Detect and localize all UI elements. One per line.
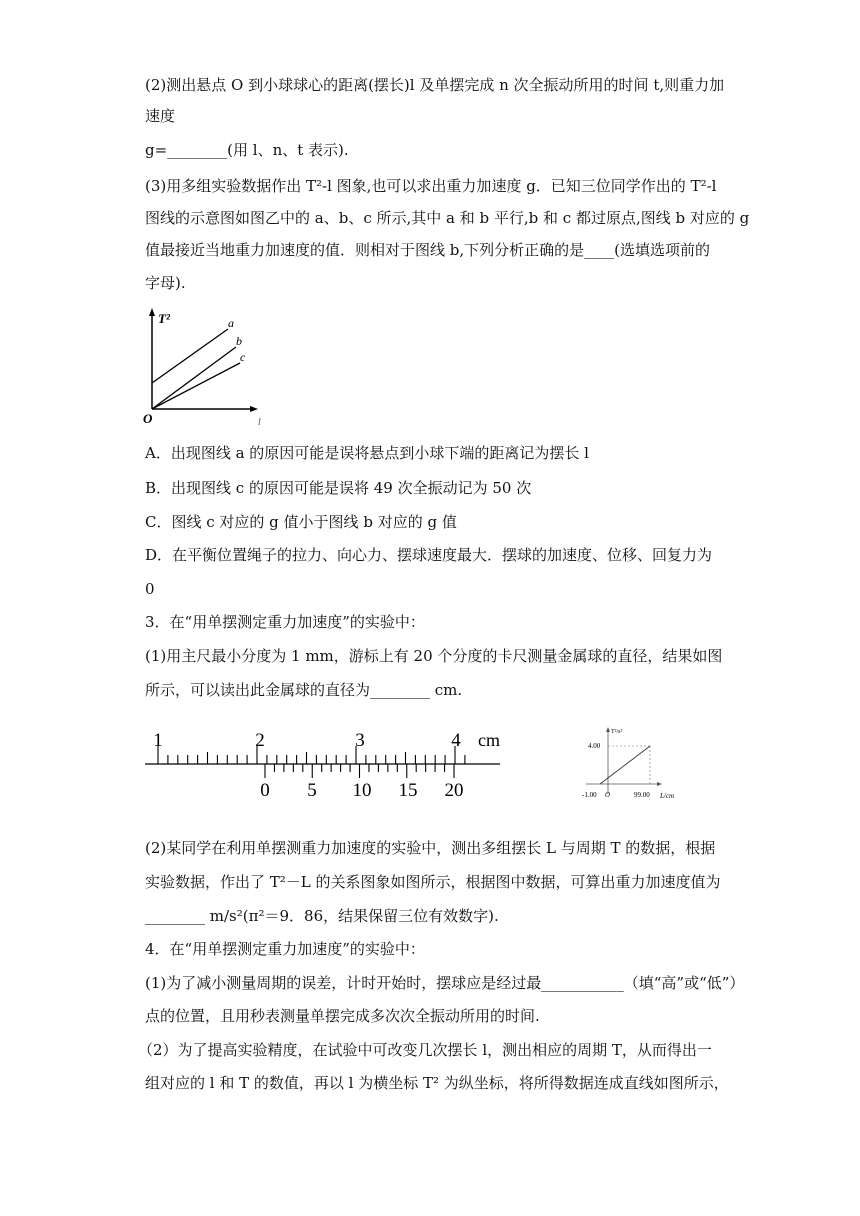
text-line-5: 图线的示意图如图乙中的 a、b、c 所示,其中 a 和 b 平行,b 和 c 都过原点,图线 b 对应的 g: [145, 209, 750, 227]
text-line-q3-3: (2)某同学在利用单摆测重力加速度的实验中，测出多组摆长 L 与周期 T 的数据，根据: [145, 839, 716, 857]
option-a: A．出现图线 a 的原因可能是误将悬点到小球下端的距离记为摆长 l: [145, 444, 589, 462]
question-4-title: 4．在“用单摆测定重力加速度”的实验中：: [145, 940, 425, 958]
text-line-q4-4: 组对应的 l 和 T 的数值，再以 l 为横坐标 T² 为纵坐标，将所得数据连成直线如图所示，: [145, 1074, 729, 1092]
t2-L-graph: [578, 724, 688, 804]
origin-label: O: [143, 411, 153, 426]
data-line: [600, 746, 650, 784]
text-line-q4-1: (1)为了减小测量周期的误差，计时开始时，摆球应是经过最___________（填“高”或“低”）: [145, 974, 745, 992]
y-axis-label-2: T²/s²: [611, 729, 623, 735]
text-line-q3-4: 实验数据，作出了 T²－L 的关系图象如图所示，根据图中数据，可算出重力加速度值为: [145, 873, 721, 891]
main-label-3: 3: [355, 730, 365, 751]
vernier-label-15: 15: [398, 780, 418, 801]
line-c: [152, 363, 240, 409]
question-3-title: 3．在“用单摆测定重力加速度”的实验中：: [145, 613, 425, 631]
text-line-1: (2)测出悬点 O 到小球球心的距离(摆长)l 及单摆完成 n 次全振动所用的时间 t,则重力加: [145, 76, 725, 94]
main-label-2: 2: [255, 730, 265, 751]
text-line-2: 速度: [145, 107, 176, 125]
y-value-label: 4.00: [588, 742, 601, 750]
option-b: B．出现图线 c 的原因可能是误将 49 次全振动记为 50 次: [145, 479, 532, 497]
series-label-a: a: [228, 316, 234, 330]
t2-l-graph: [140, 305, 270, 430]
main-label-1: 1: [153, 730, 163, 751]
text-line-q3-1: (1)用主尺最小分度为 1 mm，游标上有 20 个分度的卡尺测量金属球的直径，结果如图: [145, 647, 723, 665]
vernier-label-20: 20: [444, 780, 464, 801]
vernier-label-10: 10: [352, 780, 372, 801]
line-b: [152, 347, 236, 409]
main-label-4: 4: [451, 730, 461, 751]
text-line-4: (3)用多组实验数据作出 T²-l 图象,也可以求出重力加速度 g．已知三位同学作出的 T²-l: [145, 177, 717, 195]
text-line-3: g=________(用 l、n、t 表示).: [145, 141, 349, 159]
vernier-caliper: [140, 722, 510, 807]
text-line-q3-2: 所示，可以读出此金属球的直径为________ cm.: [145, 681, 463, 699]
x-axis-label-2: L/cm: [660, 792, 674, 800]
option-d-cont: 0: [145, 580, 155, 598]
x-right-label: 99.00: [634, 791, 650, 799]
y-axis-label: T²: [158, 311, 170, 326]
text-line-7: 字母).: [145, 274, 186, 292]
text-line-q4-2: 点的位置，且用秒表测量单摆完成多次次全振动所用的时间.: [145, 1007, 540, 1025]
text-line-6: 值最接近当地重力加速度的值．则相对于图线 b,下列分析正确的是____(选填选项前的: [145, 241, 710, 259]
series-label-c: c: [240, 350, 246, 364]
text-line-q3-5: ________ m/s²(π²＝9．86，结果保留三位有效数字).: [145, 907, 499, 925]
x-axis-label: l: [258, 417, 261, 428]
vernier-label-5: 5: [307, 780, 317, 801]
series-label-b: b: [236, 334, 242, 348]
caliper-unit: cm: [478, 730, 500, 750]
x-left-label: -1.00: [582, 791, 597, 799]
option-c: C．图线 c 对应的 g 值小于图线 b 对应的 g 值: [145, 513, 457, 531]
option-d: D．在平衡位置绳子的拉力、向心力、摆球速度最大．摆球的加速度、位移、回复力为: [145, 546, 713, 564]
vernier-label-0: 0: [260, 780, 270, 801]
text-line-q4-3: （2）为了提高实验精度，在试验中可改变几次摆长 l，测出相应的周期 T，从而得出一: [138, 1041, 712, 1059]
origin-label-2: O: [605, 791, 611, 799]
